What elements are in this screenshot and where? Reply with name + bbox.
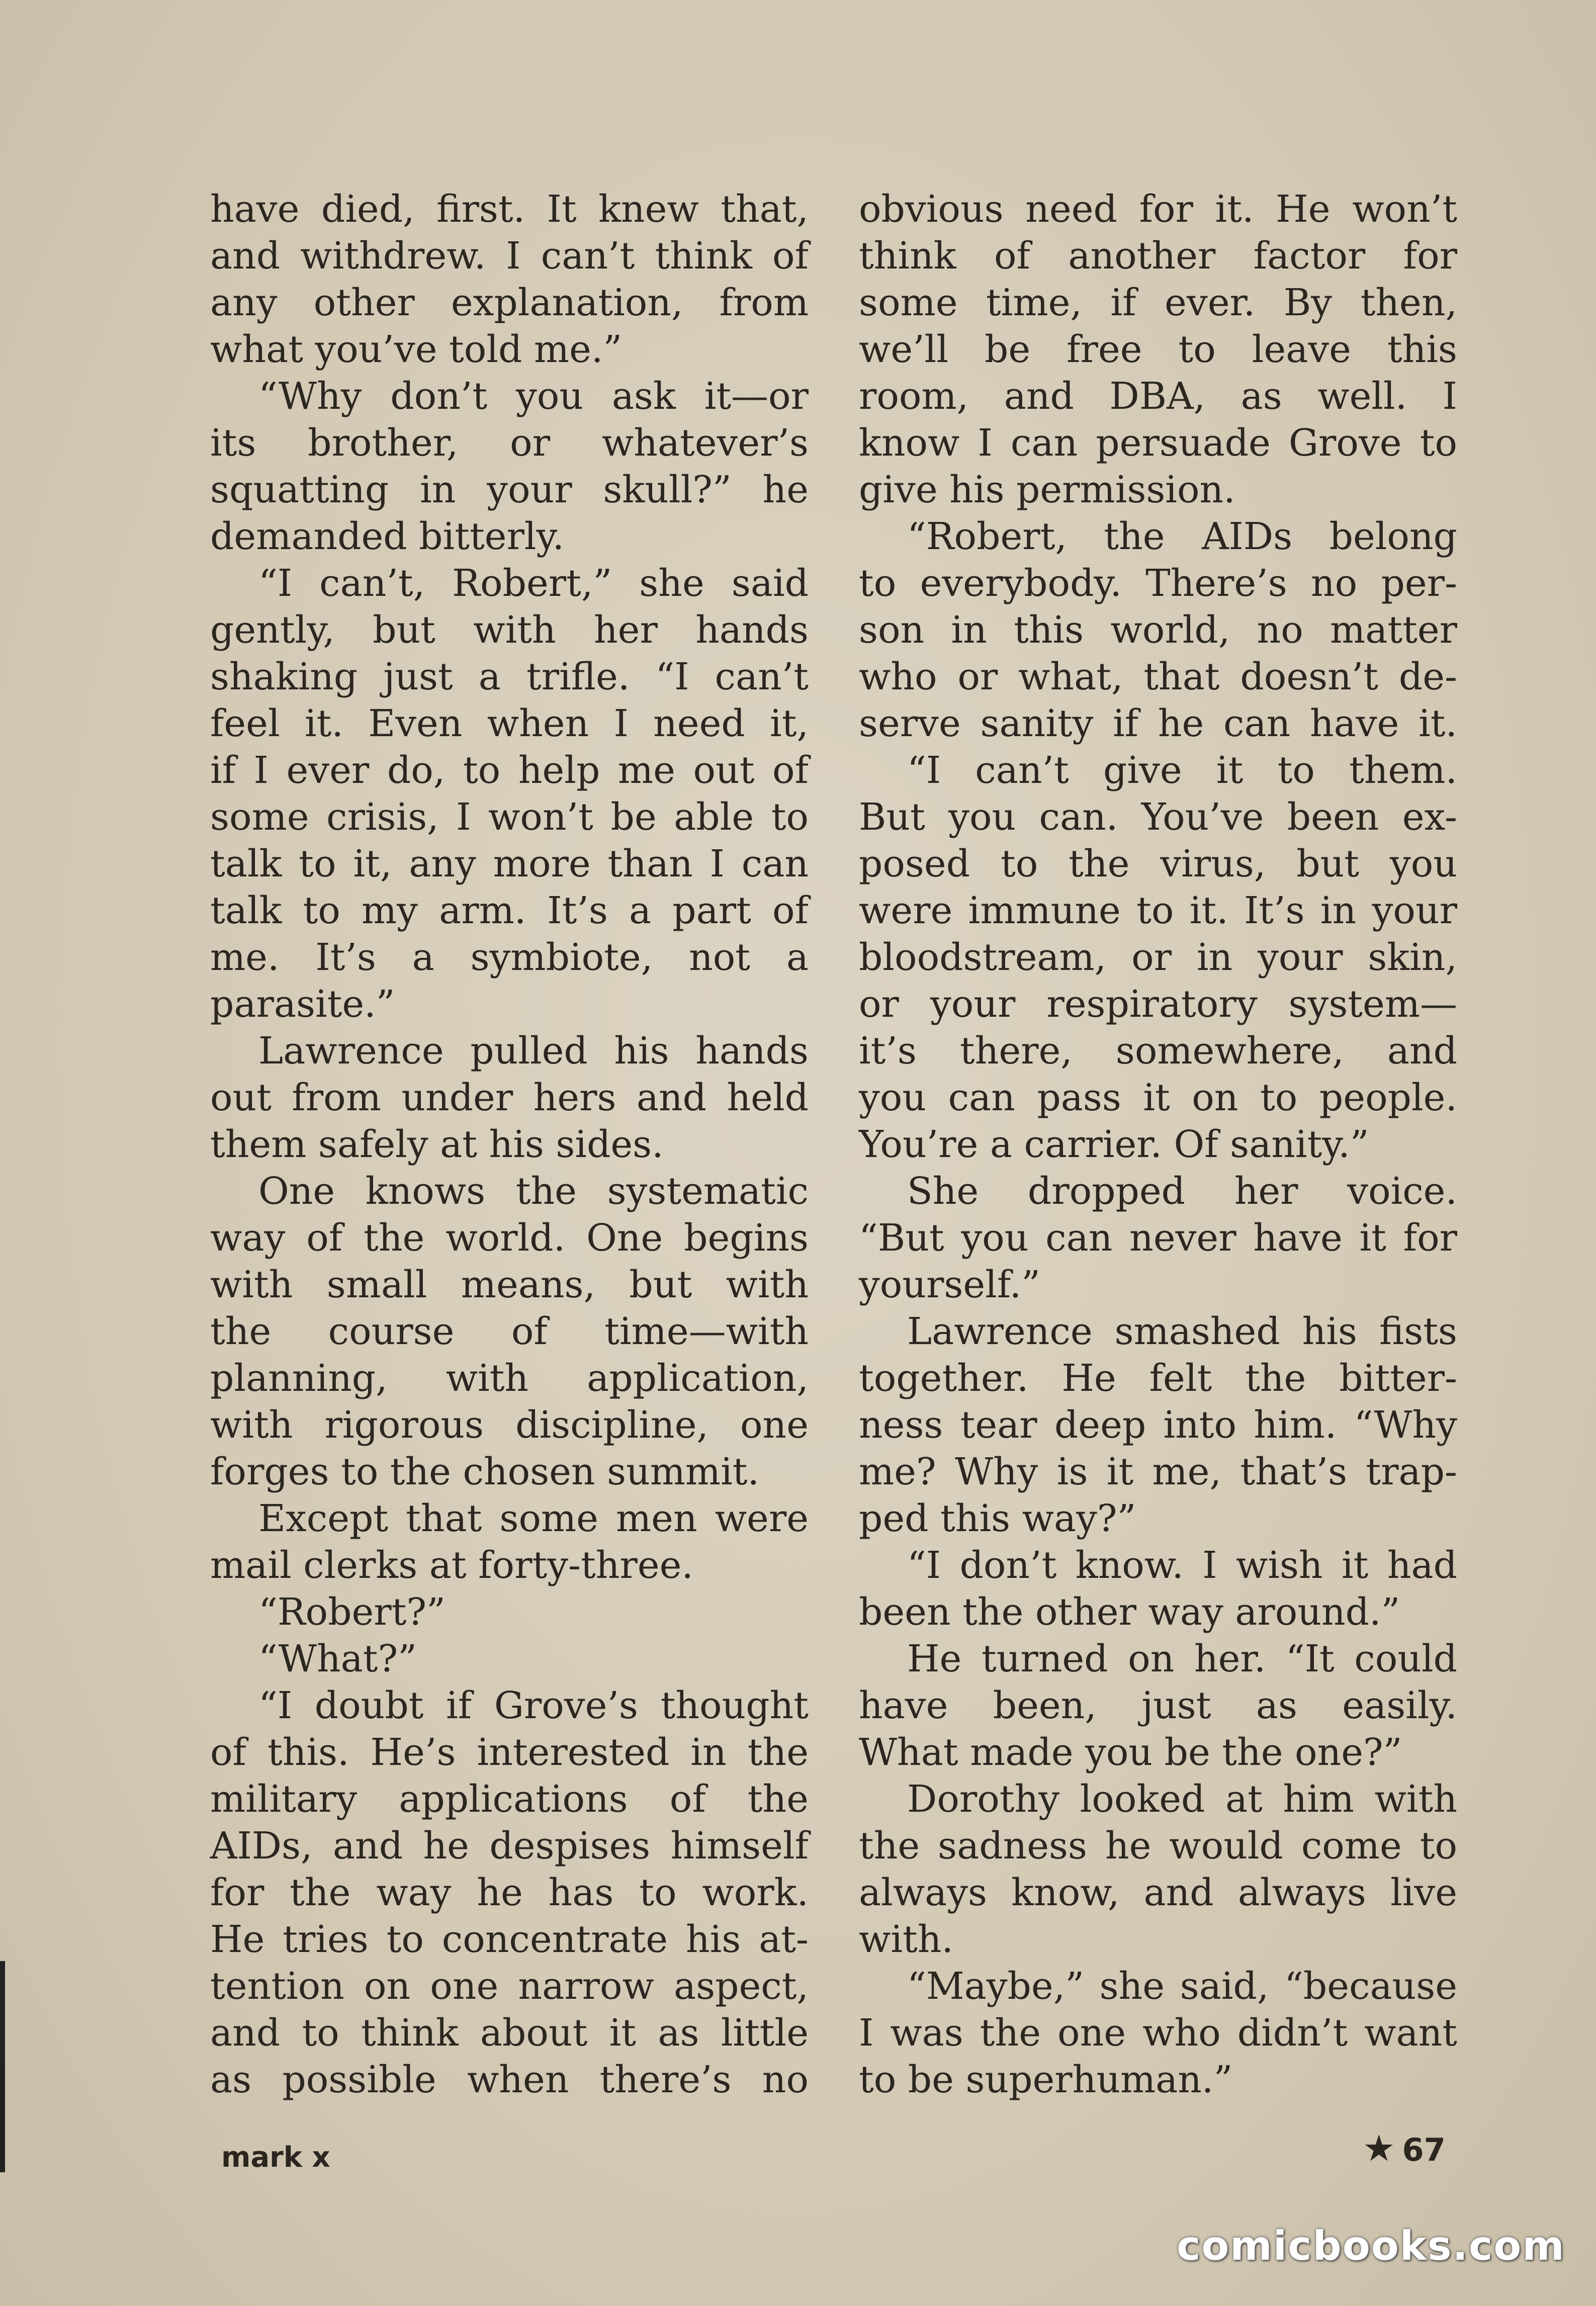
text-line: tention on one narrow aspect, <box>210 1965 809 2008</box>
text-line: “I doubt if Grove’s thought <box>258 1684 809 1727</box>
text-line: me. It’s a symbiote, not a <box>210 936 809 979</box>
text-line: of this. He’s interested in the <box>210 1731 809 1774</box>
text-line: But you can. You’ve been ex- <box>859 795 1457 839</box>
text-line: planning, with application, <box>210 1357 809 1400</box>
text-line: I was the one who didn’t want <box>859 2011 1457 2055</box>
text-line: squatting in your skull?” he <box>210 468 809 511</box>
text-line: son in this world, no matter <box>859 608 1457 652</box>
text-line: out from under hers and held <box>210 1076 809 1119</box>
text-line: have died, first. It knew that, <box>210 188 809 231</box>
text-line: “Robert?” <box>258 1590 446 1634</box>
text-line: them safely at his sides. <box>210 1123 664 1166</box>
text-line: ped this way?” <box>859 1497 1136 1540</box>
text-line: we’ll be free to leave this <box>859 328 1457 371</box>
text-line: think of another factor for <box>859 234 1457 278</box>
text-line: She dropped her voice. <box>907 1170 1457 1213</box>
text-line: you can pass it on to people. <box>859 1076 1457 1119</box>
right-text-column <box>859 186 1457 2103</box>
text-line: together. He felt the bitter- <box>859 1357 1457 1400</box>
text-line: any other explanation, from <box>210 281 809 324</box>
text-line: give his permission. <box>859 468 1235 511</box>
text-line: He turned on her. “It could <box>907 1637 1457 1680</box>
text-line: me? Why is it me, that’s trap- <box>859 1450 1457 1493</box>
text-line: shaking just a trifle. “I can’t <box>210 655 809 698</box>
text-line: know I can persuade Grove to <box>859 421 1457 465</box>
watermark: comicbooks.com <box>1177 2223 1565 2269</box>
text-line: its brother, or whatever’s <box>210 421 809 465</box>
text-line: “But you can never have it for <box>859 1216 1457 1260</box>
text-line: “Robert, the AIDs belong <box>907 515 1457 558</box>
text-line: feel it. Even when I need it, <box>210 702 809 745</box>
text-line: forges to the chosen summit. <box>210 1450 760 1493</box>
text-line: Except that some men were <box>258 1497 809 1540</box>
text-line: Lawrence smashed his fists <box>907 1310 1457 1353</box>
text-line: been the other way around.” <box>859 1590 1400 1634</box>
text-line: have been, just as easily. <box>859 1684 1457 1727</box>
text-line: the sadness he would come to <box>859 1824 1457 1868</box>
text-line: What made you be the one?” <box>859 1731 1402 1774</box>
text-line: the course of time—with <box>210 1310 809 1353</box>
page-number-value: 67 <box>1402 2132 1446 2168</box>
text-line: You’re a carrier. Of sanity.” <box>859 1123 1369 1166</box>
page-number <box>1363 2127 1446 2169</box>
text-line: or your respiratory system— <box>859 983 1457 1026</box>
text-line: ness tear deep into him. “Why <box>859 1403 1457 1447</box>
text-line: talk to my arm. It’s a part of <box>210 889 809 932</box>
text-line: serve sanity if he can have it. <box>859 702 1457 745</box>
star-icon: ★ <box>1363 2127 1395 2169</box>
text-line: obvious need for it. He won’t <box>859 188 1457 231</box>
text-line: who or what, that doesn’t de- <box>859 655 1457 698</box>
text-line: and to think about it as little <box>210 2011 809 2055</box>
text-line: for the way he has to work. <box>210 1871 809 1914</box>
text-line: with rigorous discipline, one <box>210 1403 809 1447</box>
text-line: talk to it, any more than I can <box>210 842 809 885</box>
text-line: with small means, but with <box>210 1263 809 1306</box>
text-line: some time, if ever. By then, <box>859 281 1457 324</box>
text-line: Dorothy looked at him with <box>907 1778 1457 1821</box>
text-line: to be superhuman.” <box>859 2058 1233 2101</box>
text-line: “I can’t, Robert,” she said <box>258 562 809 605</box>
text-line: posed to the virus, but you <box>859 842 1457 885</box>
text-line: with. <box>859 1918 953 1961</box>
text-line: AIDs, and he despises himself <box>210 1824 809 1868</box>
text-line: One knows the systematic <box>258 1170 809 1213</box>
text-line: “I don’t know. I wish it had <box>907 1544 1457 1587</box>
page-edge-shadow <box>0 1961 5 2172</box>
text-line: what you’ve told me.” <box>210 328 623 371</box>
left-text-column <box>210 186 809 2103</box>
text-line: “Maybe,” she said, “because <box>907 1965 1457 2008</box>
text-line: as possible when there’s no <box>210 2058 809 2101</box>
text-line: mail clerks at forty-three. <box>210 1544 693 1587</box>
text-line: always know, and always live <box>859 1871 1457 1914</box>
text-line: and withdrew. I can’t think of <box>210 234 809 278</box>
text-line: bloodstream, or in your skin, <box>859 936 1457 979</box>
footer-title: mark x <box>221 2141 330 2174</box>
text-line: room, and DBA, as well. I <box>859 375 1457 418</box>
text-line: way of the world. One begins <box>210 1216 809 1260</box>
text-line: Lawrence pulled his hands <box>258 1029 809 1073</box>
text-line: parasite.” <box>210 983 395 1026</box>
text-line: to everybody. There’s no per- <box>859 562 1457 605</box>
text-line: demanded bitterly. <box>210 515 565 558</box>
text-line: if I ever do, to help me out of <box>210 749 809 792</box>
text-line: it’s there, somewhere, and <box>859 1029 1457 1073</box>
text-line: some crisis, I won’t be able to <box>210 795 809 839</box>
text-line: “What?” <box>258 1637 417 1680</box>
text-line: “Why don’t you ask it—or <box>258 375 809 418</box>
text-line: military applications of the <box>210 1778 809 1821</box>
text-line: He tries to concentrate his at- <box>210 1918 809 1961</box>
text-line: “I can’t give it to them. <box>907 749 1457 792</box>
text-line: were immune to it. It’s in your <box>859 889 1457 932</box>
text-line: yourself.” <box>859 1263 1040 1306</box>
text-line: gently, but with her hands <box>210 608 809 652</box>
